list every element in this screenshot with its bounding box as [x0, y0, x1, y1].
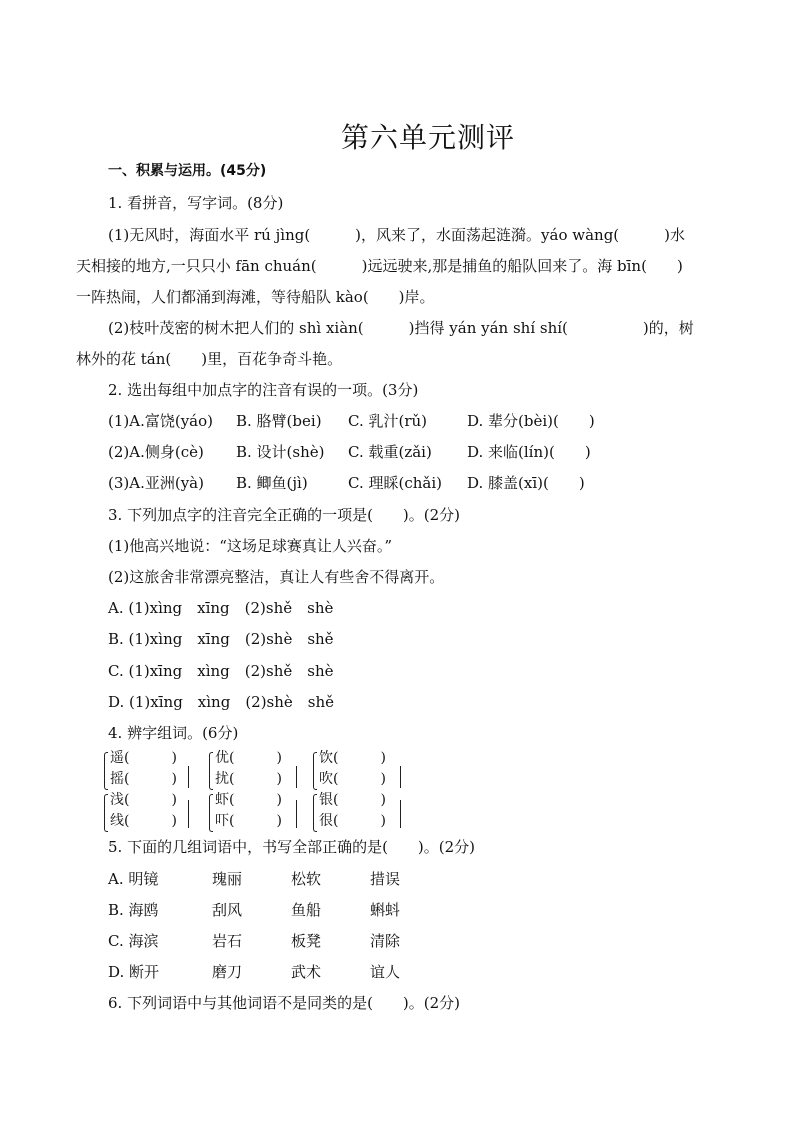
q2-row-3: [108, 473, 585, 493]
q2-r3-a: (3)A.亚洲(yà): [108, 474, 204, 492]
q5-option-d: [108, 962, 449, 982]
bracket-line: [294, 800, 297, 828]
q2-r2-a: (2)A.侧身(cè): [108, 443, 204, 461]
q5-a-2: 松软: [291, 870, 322, 888]
section-heading: 一、积累与运用。(45分): [108, 163, 267, 179]
q5-option-b: [108, 900, 449, 920]
q3-option-c: C. (1)xīng xìng (2)shě shè: [108, 662, 334, 680]
q5-b-3: 蝌蚪: [370, 901, 401, 919]
q4-group-1: [110, 748, 177, 790]
q5-c-2: 板凳: [291, 932, 322, 950]
q5-d-1: 磨刀: [212, 963, 243, 981]
q5-c-3: 清除: [370, 932, 401, 950]
q4-heading: 4. 辨字组词。(6分): [108, 724, 239, 742]
q1-heading: 1. 看拼音，写字词。(8分): [108, 194, 284, 212]
q4-g3-top: 饮( ): [319, 750, 386, 766]
q3-option-b: B. (1)xìng xīng (2)shè shě: [108, 630, 334, 648]
q4-g1-bottom: 摇( ): [110, 771, 177, 787]
q4-group-3: [319, 748, 386, 790]
q4-g1-top: 遥( ): [110, 750, 177, 766]
bracket-line: [294, 766, 297, 788]
q1-text-1c: 一阵热闹，人们都涌到海滩，等待船队 kào( )岸。: [76, 288, 435, 306]
page-title: 第六单元测评: [340, 121, 515, 154]
q4-g6-top: 银( ): [319, 792, 386, 808]
brace: [209, 752, 213, 790]
brace: [104, 752, 108, 790]
q4-g5-bottom: 吓( ): [215, 813, 282, 829]
q5-option-c: [108, 931, 449, 951]
q2-r2-c: C. 载重(zǎi): [348, 443, 432, 461]
brace: [104, 794, 108, 832]
q2-heading: 2. 选出每组中加点字的注音有误的一项。(3分): [108, 381, 419, 399]
q4-g5-top: 虾( ): [215, 792, 282, 808]
q6-heading: 6. 下列词语中与其他词语不是同类的是( )。(2分): [108, 994, 461, 1012]
q5-d-2: 武术: [291, 963, 322, 981]
q4-g2-bottom: 扰( ): [215, 771, 282, 787]
q3-sentence-1: (1)他高兴地说：“这场足球赛真让人兴奋。”: [108, 537, 393, 555]
q2-row-1: [108, 411, 595, 431]
q2-r3-d: D. 膝盖(xī)( ): [467, 474, 585, 492]
bracket-line: [398, 800, 401, 828]
q1-text-2a: (2)枝叶茂密的树木把人们的 shì xiàn( )挡得 yán yán shí shí( )的，树: [108, 319, 694, 337]
q2-r1-c: C. 乳汁(rǔ): [348, 412, 428, 430]
q2-r2-b: B. 设计(shè): [236, 443, 325, 461]
q5-b-2: 鱼船: [291, 901, 322, 919]
q4-g6-bottom: 很( ): [319, 813, 386, 829]
brace: [313, 794, 317, 832]
q3-option-a: A. (1)xìng xīng (2)shě shè: [108, 599, 334, 617]
bracket-line: [186, 800, 189, 828]
q3-option-d: D. (1)xīng xìng (2)shè shě: [108, 693, 335, 711]
q2-r1-a: (1)A.富饶(yáo): [108, 412, 214, 430]
q5-b-0: B. 海鸥: [108, 901, 159, 919]
bracket-line: [186, 766, 189, 788]
q5-option-a: [108, 869, 449, 889]
q5-d-0: D. 断开: [108, 963, 160, 981]
q3-heading: 3. 下列加点字的注音完全正确的一项是( )。(2分): [108, 506, 461, 524]
q4-g4-bottom: 线( ): [110, 813, 177, 829]
q5-b-1: 刮风: [212, 901, 243, 919]
q2-r2-d: D. 来临(lín)( ): [467, 443, 591, 461]
q5-c-1: 岩石: [212, 932, 243, 950]
q4-group-4: [110, 790, 177, 832]
q2-row-2: [108, 442, 591, 462]
q4-group-2: [215, 748, 282, 790]
q5-a-0: A. 明镜: [108, 870, 159, 888]
q3-sentence-2: (2)这旅舍非常漂亮整洁，真让人有些舍不得离开。: [108, 568, 445, 586]
q4-g3-bottom: 吹( ): [319, 771, 386, 787]
q2-r1-d: D. 辈分(bèi)( ): [467, 412, 595, 430]
q4-group-6: [319, 790, 386, 832]
q5-a-3: 措误: [370, 870, 401, 888]
q4-group-5: [215, 790, 282, 832]
q5-heading: 5. 下面的几组词语中，书写全部正确的是( )。(2分): [108, 838, 476, 856]
q1-text-2b: 林外的花 tán( )里，百花争奇斗艳。: [76, 350, 343, 368]
bracket-line: [398, 766, 401, 788]
q5-c-0: C. 海滨: [108, 932, 159, 950]
q2-r3-c: C. 理睬(chǎi): [348, 474, 442, 492]
q5-a-1: 瑰丽: [212, 870, 243, 888]
q1-text-1a: (1)无风时，海面水平 rú jìng( )，风来了，水面荡起涟漪。yáo wàng( )水: [108, 226, 685, 244]
q4-g4-top: 浅( ): [110, 792, 177, 808]
q4-g2-top: 优( ): [215, 750, 282, 766]
q2-r1-b: B. 胳臂(bei): [236, 412, 322, 430]
q1-text-1b: 天相接的地方,一只只小 fān chuán( )远远驶来,那是捕鱼的船队回来了。海 bīn( ): [76, 257, 683, 275]
q2-r3-b: B. 鲫鱼(jì): [236, 474, 308, 492]
brace: [313, 752, 317, 790]
q5-d-3: 谊人: [370, 963, 401, 981]
brace: [209, 794, 213, 832]
